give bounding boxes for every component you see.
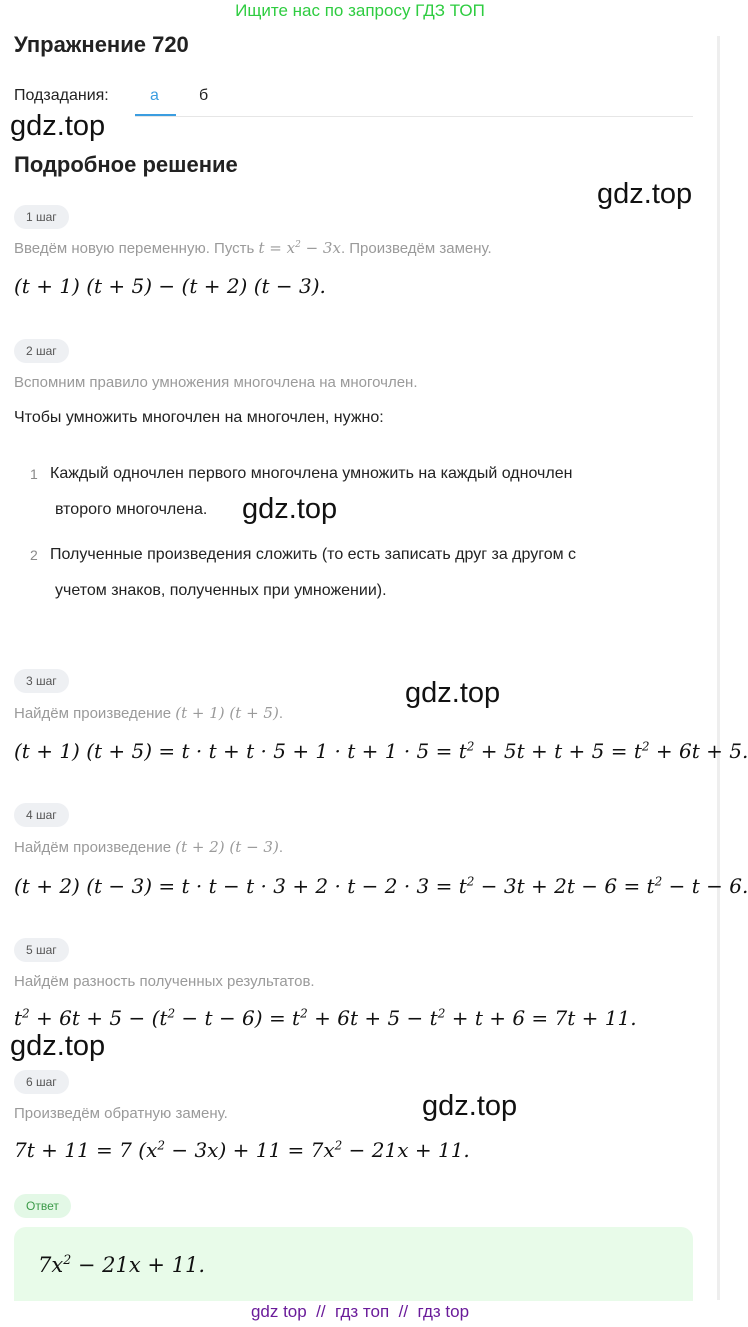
- step-formula: (t + 2) $(t - 3) = t \cdot t - t \cdot 3 + 2 \cdot t - 2 \cdot 3 = t^2 - 3t + 2t - 6 = t^2 - t - 6$.: [14, 874, 748, 898]
- tab-a[interactable]: а: [150, 87, 159, 104]
- step-badge: 1 шаг: [14, 205, 69, 229]
- watermark: gdz.top: [242, 493, 338, 525]
- step-hint: Вспомним правило умножения многочлена на многочлен.: [14, 374, 418, 391]
- step-badge: 2 шаг: [14, 339, 69, 363]
- step-hint: Произведём обратную замену.: [14, 1105, 228, 1122]
- step-badge: 6 шаг: [14, 1070, 69, 1094]
- list-item: Каждый одночлен первого многочлена умножить на каждый одночлен второго многочлена.: [50, 465, 573, 518]
- subtasks-label: Подзадания:: [14, 87, 109, 104]
- search-banner[interactable]: Ищите нас по запросу ГДЗ ТОП: [235, 1, 485, 20]
- page-title: Упражнение 720: [14, 32, 189, 57]
- scrollbar[interactable]: [717, 36, 720, 1300]
- watermark: gdz.top: [10, 1030, 106, 1062]
- answer-badge: Ответ: [14, 1194, 71, 1218]
- watermark: gdz.top: [10, 110, 106, 142]
- footer-links[interactable]: gdz top // гдз топ // гдз top: [250, 1302, 470, 1321]
- rule-text: Чтобы умножить многочлен на многочлен, нужно:: [14, 409, 384, 426]
- step-formula: 7t + 11 = 7 $(x^2 - 3x) + 11 = 7x^2 - 21x + 11$.: [14, 1138, 470, 1162]
- watermark: gdz.top: [597, 178, 693, 210]
- watermark: gdz.top: [422, 1090, 518, 1122]
- section-title: Подробное решение: [14, 152, 238, 177]
- step-formula: (t + 1) $(t + 5) = t \cdot t + t \cdot 5 + 1 \cdot t + 1 \cdot 5 = t^2 + 5t + t + 5 = t^2 + 6t + 5$.: [14, 739, 748, 763]
- step-badge: 4 шаг: [14, 803, 69, 827]
- list-item: Полученные произведения сложить (то есть записать друг за другом с учетом знаков, полученных при умножении).: [50, 546, 577, 599]
- tab-b[interactable]: б: [199, 87, 209, 104]
- watermark: gdz.top: [405, 677, 501, 709]
- step-badge: 5 шаг: [14, 938, 69, 962]
- step-formula: $t^2 + 6t + 5 - (t^2 - t - 6) = t^2 + 6t + 5 - t^2 + t + 6 = 7t + 11$.: [14, 1006, 637, 1030]
- step-hint: Найдём разность полученных результатов.: [14, 973, 315, 990]
- step-hint: Найдём произведение (t + 1) (t + 5).: [14, 704, 283, 722]
- step-hint: Найдём произведение (t + 2) (t − 3).: [14, 838, 283, 856]
- list-number: 2: [30, 547, 38, 563]
- step-formula: (t + 1) (t + 5) − (t + 2) (t − 3).: [14, 274, 326, 298]
- tabs-divider: [135, 116, 693, 117]
- step-hint: Введём новую переменную. Пусть $t = x^2 - 3x$. Произведём замену.: [14, 239, 492, 257]
- answer-formula: $7x^2 - 21x + 11$.: [38, 1252, 206, 1277]
- active-tab-indicator: [135, 114, 176, 116]
- step-badge: 3 шаг: [14, 669, 69, 693]
- list-number: 1: [30, 466, 38, 482]
